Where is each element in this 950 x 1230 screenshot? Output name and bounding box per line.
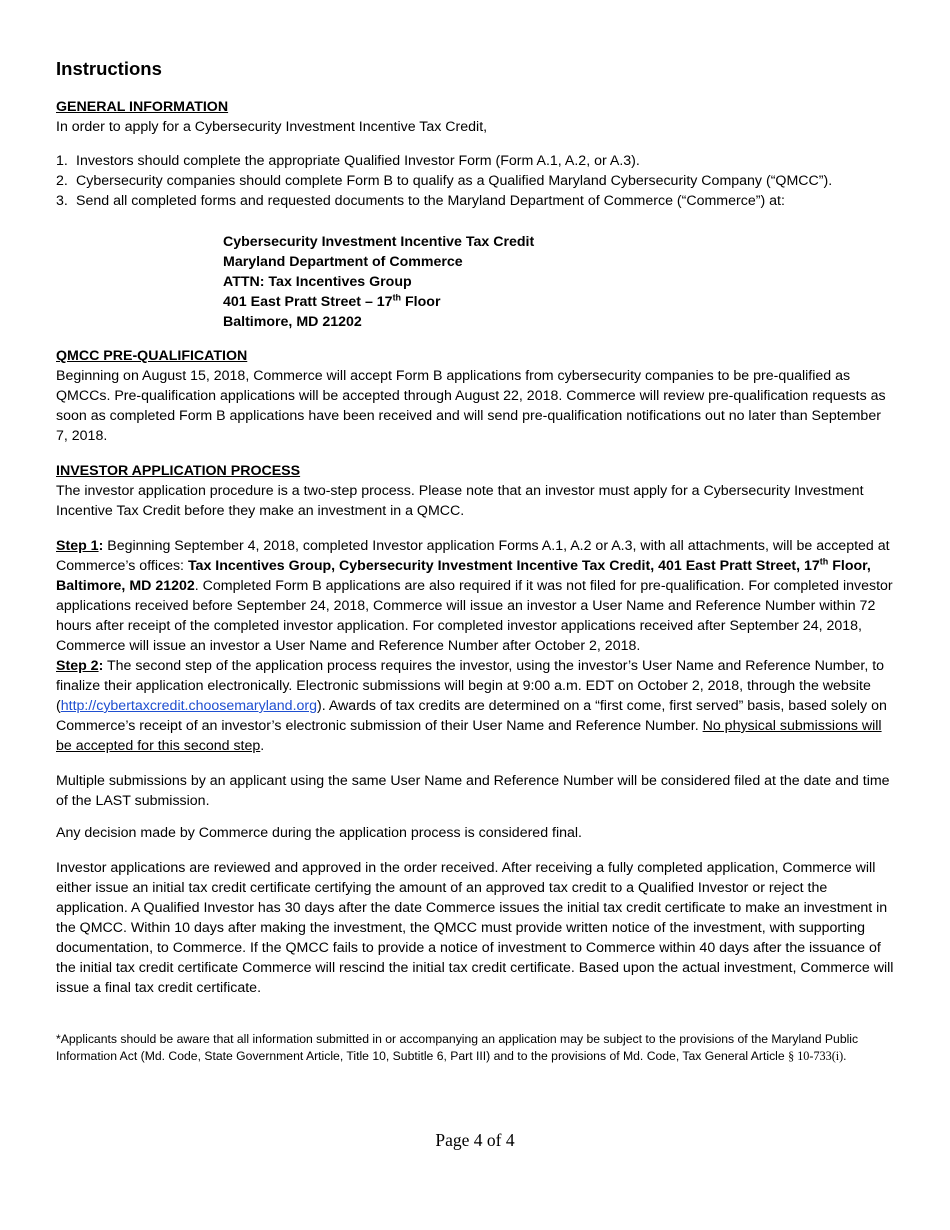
- step-2-label: Step 2: [56, 658, 99, 674]
- qmcc-prequalification-section: [56, 346, 896, 446]
- commerce-office-address: Tax Incentives Group, Cybersecurity Investment Incentive Tax Credit, 401 East Pratt Street, 17th Floor, Baltimore, MD 21202: [56, 556, 871, 594]
- address-line: Baltimore, MD 21202: [223, 314, 362, 330]
- step-2-paragraph: Step 2: The second step of the application process requires the investor, using the investor’s User Name and Reference Number, to finalize their application electronically. Electronic submissions will begin at 9:00 a.m. EDT on October 2, 2018, through the website (http://cybertaxcredit.choosemaryland.org). Awards of tax credits are determined on a “first come, first served” basis, based solely on Commerce’s receipt of an investor’s electronic submission of their User Name and Reference Number. No physical submissions will be accepted for this second step.: [56, 658, 887, 754]
- address-line: Maryland Department of Commerce: [223, 254, 463, 270]
- multiple-submissions-paragraph: Multiple submissions by an applicant using the same User Name and Reference Number will be considered filed at the date and time of the LAST submission.: [56, 773, 890, 809]
- review-process-paragraph: Investor applications are reviewed and approved in the order received. After receiving a fully completed application, Commerce will either issue an initial tax credit certificate certifying the amount of an approved tax credit to a Qualified Investor or reject the application. A Qualified Investor has 30 days after the date Commerce issues the initial tax credit certificate to make an investment in the QMCC. Within 10 days after making the investment, the QMCC must provide written notice of the investment, with supporting documentation, to Commerce. If the QMCC fails to provide a notice of investment to Commerce within 40 days after the issuance of the initial tax credit certificate Commerce will rescind the initial tax credit certificate. Based upon the actual investment, Commerce will issue a final tax credit certificate.: [56, 860, 894, 996]
- step-1-paragraph: Step 1: Beginning September 4, 2018, completed Investor application Forms A.1, A.2 or A.3, with all attachments, will be accepted at Commerce’s offices: Tax Incentives Group, Cybersecurity Investment Incentive Tax Credit, 401 East Pratt Street, 17th Floor, Baltimore, MD 21202. Completed Form B applications are also required if it was not filed for pre-qualification. For completed investor applications received before September 24, 2018, Commerce will issue an investor a User Name and Reference Number within 72 hours after receipt of the completed investor application. For completed investor applications received after September 24, 2018, Commerce will issue an investor a User Name and Reference Number after October 2, 2018.: [56, 538, 893, 654]
- general-steps-list: [56, 151, 896, 211]
- address-line: ATTN: Tax Incentives Group: [223, 274, 412, 290]
- public-information-footnote: *Applicants should be aware that all information submitted in or accompanying an application may be subject to the provisions of the Maryland Public Information Act (Md. Code, State Government Article, Title 10, Subtitle 6, Part III) and to the provisions of Md. Code, Tax General Article § 10-733(i).: [56, 1032, 859, 1063]
- qmcc-paragraph: Beginning on August 15, 2018, Commerce will accept Form B applications from cybersecurity companies to be pre-qualified as QMCCs. Pre-qualification applications will be accepted through August 22, 2018. Commerce will review pre-qualification requests as soon as completed Form B applications have been received and will send pre-qualification notifications out no later than September 7, 2018.: [56, 368, 886, 444]
- general-intro: In order to apply for a Cybersecurity Investment Incentive Tax Credit,: [56, 119, 488, 135]
- address-line: Cybersecurity Investment Incentive Tax Credit: [223, 234, 535, 250]
- address-line: 401 East Pratt Street – 17th Floor: [223, 292, 441, 310]
- list-item: 3. Send all completed forms and requested documents to the Maryland Department of Commerce (“Commerce”) at:: [56, 193, 785, 209]
- page-number: Page 4 of 4: [435, 1130, 515, 1150]
- general-information-section: [56, 97, 896, 211]
- decision-final-paragraph: Any decision made by Commerce during the application process is considered final.: [56, 825, 582, 841]
- investor-heading: INVESTOR APPLICATION PROCESS: [56, 463, 301, 479]
- no-physical-submissions-note: No physical submissions will be accepted for this second step: [56, 718, 882, 754]
- list-item: 2. Cybersecurity companies should complete Form B to qualify as a Qualified Maryland Cybersecurity Company (“QMCC”).: [56, 173, 833, 189]
- step-1-label: Step 1: [56, 538, 99, 554]
- qmcc-heading: QMCC PRE-QUALIFICATION: [56, 348, 248, 364]
- investor-application-section: [56, 461, 896, 998]
- page-title: Instructions: [56, 58, 162, 79]
- mailing-address: [223, 232, 534, 332]
- cybertaxcredit-website-link[interactable]: http://cybertaxcredit.choosemaryland.org: [60, 698, 318, 714]
- investor-intro: The investor application procedure is a two-step process. Please note that an investor must apply for a Cybersecurity Investment Incentive Tax Credit before they make an investment in a QMCC.: [56, 483, 864, 519]
- general-information-heading: GENERAL INFORMATION: [56, 99, 229, 115]
- list-item: 1. Investors should complete the appropriate Qualified Investor Form (Form A.1, A.2, or A.3).: [56, 153, 640, 169]
